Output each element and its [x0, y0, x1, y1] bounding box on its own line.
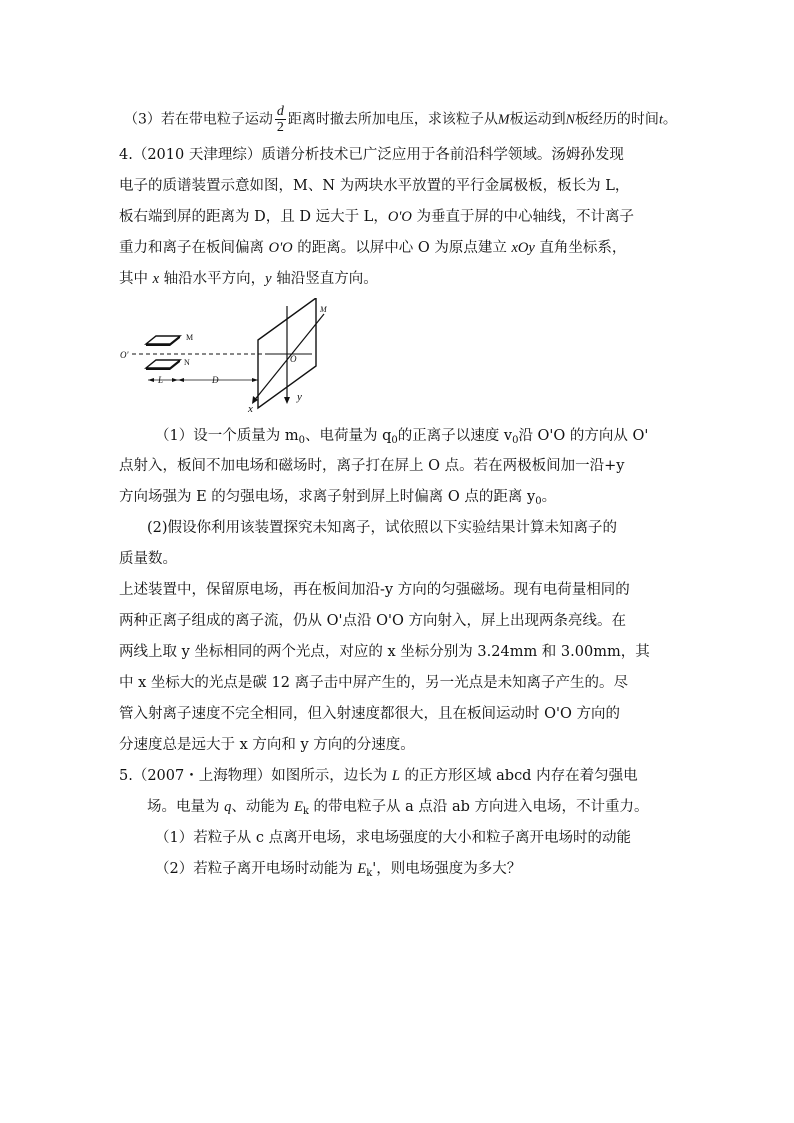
plate-n — [146, 360, 180, 368]
p4-line-5-c: 轴沿水平方向， — [159, 271, 266, 287]
p4-line-1: 4.（2010 天津理综）质谱分析技术已广泛应用于各前沿科学领域。汤姆孙发现 — [119, 147, 624, 163]
p4-line-3-c: 为垂直于屏的中心轴线，不计离子 — [411, 209, 634, 225]
s1-line-1-c: 的正离子以速度 v — [397, 428, 513, 444]
label-l: L — [158, 375, 164, 385]
p5-line-2 — [147, 797, 649, 822]
sub-zero: 0 — [391, 435, 398, 446]
label-o: O — [290, 354, 297, 364]
q3-mid: 距离时撤去所加电压，求该粒子从 — [287, 111, 498, 128]
question-3-line — [124, 104, 677, 135]
s1-line-1 — [155, 426, 648, 451]
p4-line-4 — [119, 238, 626, 258]
dim-l-arrow-left — [148, 378, 154, 382]
s1-line-3 — [119, 487, 556, 512]
q3-mid2: 板运动到 — [509, 111, 566, 128]
s2-line-5: 两线上取 y 坐标相同的两个光点，对应的 x 坐标分别为 3.24mm 和 3.00mm，其 — [119, 644, 650, 660]
s1-line-1-b: 、电荷量为 q — [304, 428, 392, 444]
p5-line-4-a: （2）若粒子离开电场时动能为 — [155, 861, 358, 877]
s1-line-3-a: 方向场强为 E 的匀强电场，求离子射到屏上时偏离 O 点的距离 y — [119, 489, 536, 505]
x-axis-line — [253, 314, 324, 402]
p4-line-5 — [119, 269, 378, 289]
s1-line-1-a: （1）设一个质量为 m — [155, 428, 299, 444]
p5-side-l: L — [391, 768, 400, 784]
p5-line-3: （1）若粒子从 c 点离开电场，求电场强度的大小和粒子离开电场时的动能 — [155, 830, 632, 846]
label-plate-n: N — [184, 358, 190, 367]
p4-y-axis: y — [265, 271, 272, 287]
fraction-numerator: d — [276, 104, 284, 119]
p4-axis-oprimeo-2: O'O — [268, 240, 293, 256]
sub-k: k — [302, 806, 309, 817]
s2-line-1: (2)假设你利用该装置探究未知离子，试依照以下实验结果计算未知离子的 — [147, 520, 618, 536]
q3-plate-m: M — [497, 112, 510, 128]
p5-line-4 — [155, 859, 521, 884]
p4-line-4-a: 重力和离子在板间偏离 — [119, 240, 269, 256]
p4-line-3 — [119, 207, 634, 227]
mass-spectrometer-diagram — [118, 298, 358, 416]
y-axis-arrow — [284, 397, 290, 404]
dim-d-arrow-right — [252, 378, 258, 382]
p4-line-4-c: 的距离。以屏中心 O 为原点建立 — [292, 240, 512, 256]
p5-line-1-a: 5.（2007・上海物理）如图所示，边长为 — [119, 768, 392, 784]
label-x: x — [248, 403, 253, 415]
fraction-d-over-2 — [275, 104, 286, 135]
s2-line-7: 管入射离子速度不完全相同，但入射速度都很大，且在板间运动时 O'O 方向的 — [119, 706, 620, 722]
s1-line-2: 点射入，板间不加电场和磁场时，离子打在屏上 O 点。若在两极板间加一沿+y — [119, 458, 625, 474]
p5-energy-e2: E — [357, 861, 367, 877]
p4-line-5-a: 其中 — [119, 271, 153, 287]
q3-prefix: （3）若在带电粒子运动 — [124, 111, 273, 128]
label-d: D — [212, 375, 219, 385]
plate-m — [146, 336, 180, 344]
p4-line-5-e: 轴沿竖直方向。 — [271, 271, 378, 287]
p4-axis-oprimeo: O'O — [387, 209, 412, 225]
p4-x-axis: x — [152, 271, 160, 287]
q3-mid3: 板经历的时间 — [574, 111, 659, 128]
label-o-prime: O' — [120, 350, 129, 360]
s1-line-1-d: 沿 O'O 的方向从 O' — [518, 428, 649, 444]
dim-l-arrow-right — [172, 378, 178, 382]
s2-line-4: 两种正离子组成的离子流，仍从 O'点沿 O'O 方向射入，屏上出现两条亮线。在 — [119, 613, 626, 629]
label-screen-m: M — [320, 305, 327, 314]
label-y: y — [297, 391, 302, 403]
sub-zero: 0 — [535, 496, 542, 507]
p5-line-2-c: 、动能为 — [231, 799, 294, 815]
sub-k: k — [366, 868, 373, 879]
q3-time-t: t — [658, 112, 663, 128]
q3-end: 。 — [662, 111, 677, 128]
sub-zero: 0 — [512, 435, 519, 446]
dim-d-arrow-left — [178, 378, 184, 382]
p4-line-4-e: 直角坐标系， — [534, 240, 627, 256]
q3-plate-n: N — [565, 112, 575, 128]
p4-coord-xoy: xOy — [511, 240, 535, 256]
p5-charge-q: q — [224, 799, 232, 815]
s2-line-8: 分速度总是远大于 x 方向和 y 方向的分速度。 — [119, 737, 415, 753]
s2-line-2: 质量数。 — [119, 551, 177, 567]
s2-line-3: 上述装置中，保留原电场，再在板间加沿-y 方向的匀强磁场。现有电荷量相同的 — [119, 582, 630, 598]
p4-line-2: 电子的质谱装置示意如图，M、N 为两块水平放置的平行金属极板，板长为 L， — [119, 178, 630, 194]
sub-zero: 0 — [298, 435, 305, 446]
p5-line-2-f: 的带电粒子从 a 点沿 ab 方向进入电场，不计重力。 — [308, 799, 649, 815]
s2-line-6: 中 x 坐标大的光点是碳 12 离子击中屏产生的，另一光点是未知离子产生的。尽 — [119, 675, 629, 691]
p4-line-3-a: 板右端到屏的距离为 D，且 D 远大于 L， — [119, 209, 388, 225]
s1-line-3-b: 。 — [541, 489, 557, 505]
label-plate-m: M — [186, 333, 194, 342]
p5-line-2-a: 场。电量为 — [147, 799, 225, 815]
fraction-denominator: 2 — [276, 120, 284, 135]
p5-line-4-d: '，则电场强度为多大？ — [372, 861, 522, 877]
p5-energy-e: E — [293, 799, 303, 815]
p5-line-1-c: 的正方形区域 abcd 内存在着匀强电 — [399, 768, 638, 784]
p5-line-1 — [119, 766, 638, 786]
